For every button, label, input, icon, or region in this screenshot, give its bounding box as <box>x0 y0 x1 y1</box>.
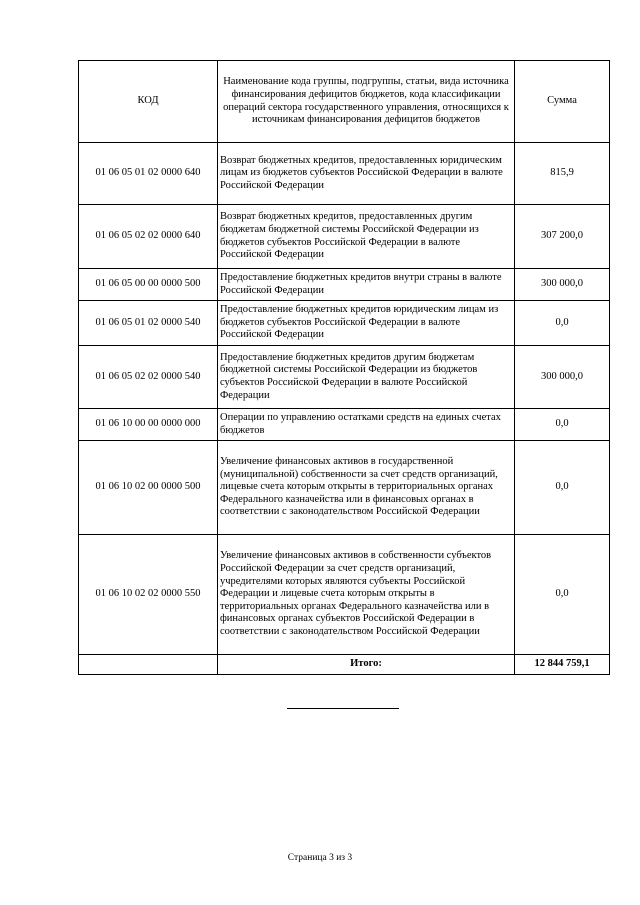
row-code: 01 06 05 01 02 0000 540 <box>79 301 218 346</box>
table-row <box>79 535 610 655</box>
row-name: Предоставление бюджетных кредитов другим бюджетам бюджетной системы Российской Федерации из бюджетов субъектов Российской Федерации в валюте Российской Федерации <box>218 346 515 409</box>
header-name: Наименование кода группы, подгруппы, статьи, вида источника финансирования дефицитов бюджетов, кода классификации операций сектора государственного управления, относящихся к источникам финансирования дефицитов бюджетов <box>218 61 515 143</box>
table-row <box>79 441 610 535</box>
row-code: 01 06 05 02 02 0000 640 <box>79 205 218 269</box>
row-name: Предоставление бюджетных кредитов юридическим лицам из бюджетов субъектов Российской Федерации в валюте Российской Федерации <box>218 301 515 346</box>
total-label: Итого: <box>218 655 515 675</box>
end-divider-line <box>287 708 399 709</box>
row-name: Предоставление бюджетных кредитов внутри страны в валюте Российской Федерации <box>218 269 515 301</box>
row-sum: 0,0 <box>515 535 610 655</box>
row-code: 01 06 05 02 02 0000 540 <box>79 346 218 409</box>
total-sum: 12 844 759,1 <box>515 655 610 675</box>
row-code: 01 06 10 02 00 0000 500 <box>79 441 218 535</box>
row-sum: 0,0 <box>515 441 610 535</box>
row-code: 01 06 05 00 00 0000 500 <box>79 269 218 301</box>
table-row <box>79 346 610 409</box>
row-sum: 300 000,0 <box>515 346 610 409</box>
total-code <box>79 655 218 675</box>
row-code: 01 06 10 02 02 0000 550 <box>79 535 218 655</box>
row-sum: 0,0 <box>515 301 610 346</box>
table-row <box>79 143 610 205</box>
header-code: КОД <box>79 61 218 143</box>
row-name: Увеличение финансовых активов в государственной (муниципальной) собственности за счет средств организаций, лицевые счета которым открыты в территориальных органах Федерального казначейства или в финансовых органах в соответствии с законодательством Российской Федерации <box>218 441 515 535</box>
row-name: Увеличение финансовых активов в собственности субъектов Российской Федерации за счет средств организаций, учредителями которых являются субъекты Российской Федерации и лицевые счета которым открыты в территориальных органах Федерального казначейства или в финансовых органах субъектов Российской Федерации в соответствии с законодательством Российской Федерации <box>218 535 515 655</box>
row-sum: 0,0 <box>515 409 610 441</box>
table-header-row <box>79 61 610 143</box>
table-row <box>79 269 610 301</box>
row-name: Возврат бюджетных кредитов, предоставленных другим бюджетам бюджетной системы Российской Федерации из бюджетов субъектов Российской Федерации в валюте Российской Федерации <box>218 205 515 269</box>
table-row <box>79 301 610 346</box>
row-name: Возврат бюджетных кредитов, предоставленных юридическим лицам из бюджетов субъектов Российской Федерации в валюте Российской Федерации <box>218 143 515 205</box>
header-sum: Сумма <box>515 61 610 143</box>
table-row <box>79 205 610 269</box>
table-row <box>79 409 610 441</box>
budget-sources-table <box>78 60 610 675</box>
total-row <box>79 655 610 675</box>
row-name: Операции по управлению остатками средств на единых счетах бюджетов <box>218 409 515 441</box>
row-sum: 300 000,0 <box>515 269 610 301</box>
row-sum: 307 200,0 <box>515 205 610 269</box>
row-sum: 815,9 <box>515 143 610 205</box>
row-code: 01 06 05 01 02 0000 640 <box>79 143 218 205</box>
page-number: Страница 3 из 3 <box>287 853 353 863</box>
row-code: 01 06 10 00 00 0000 000 <box>79 409 218 441</box>
